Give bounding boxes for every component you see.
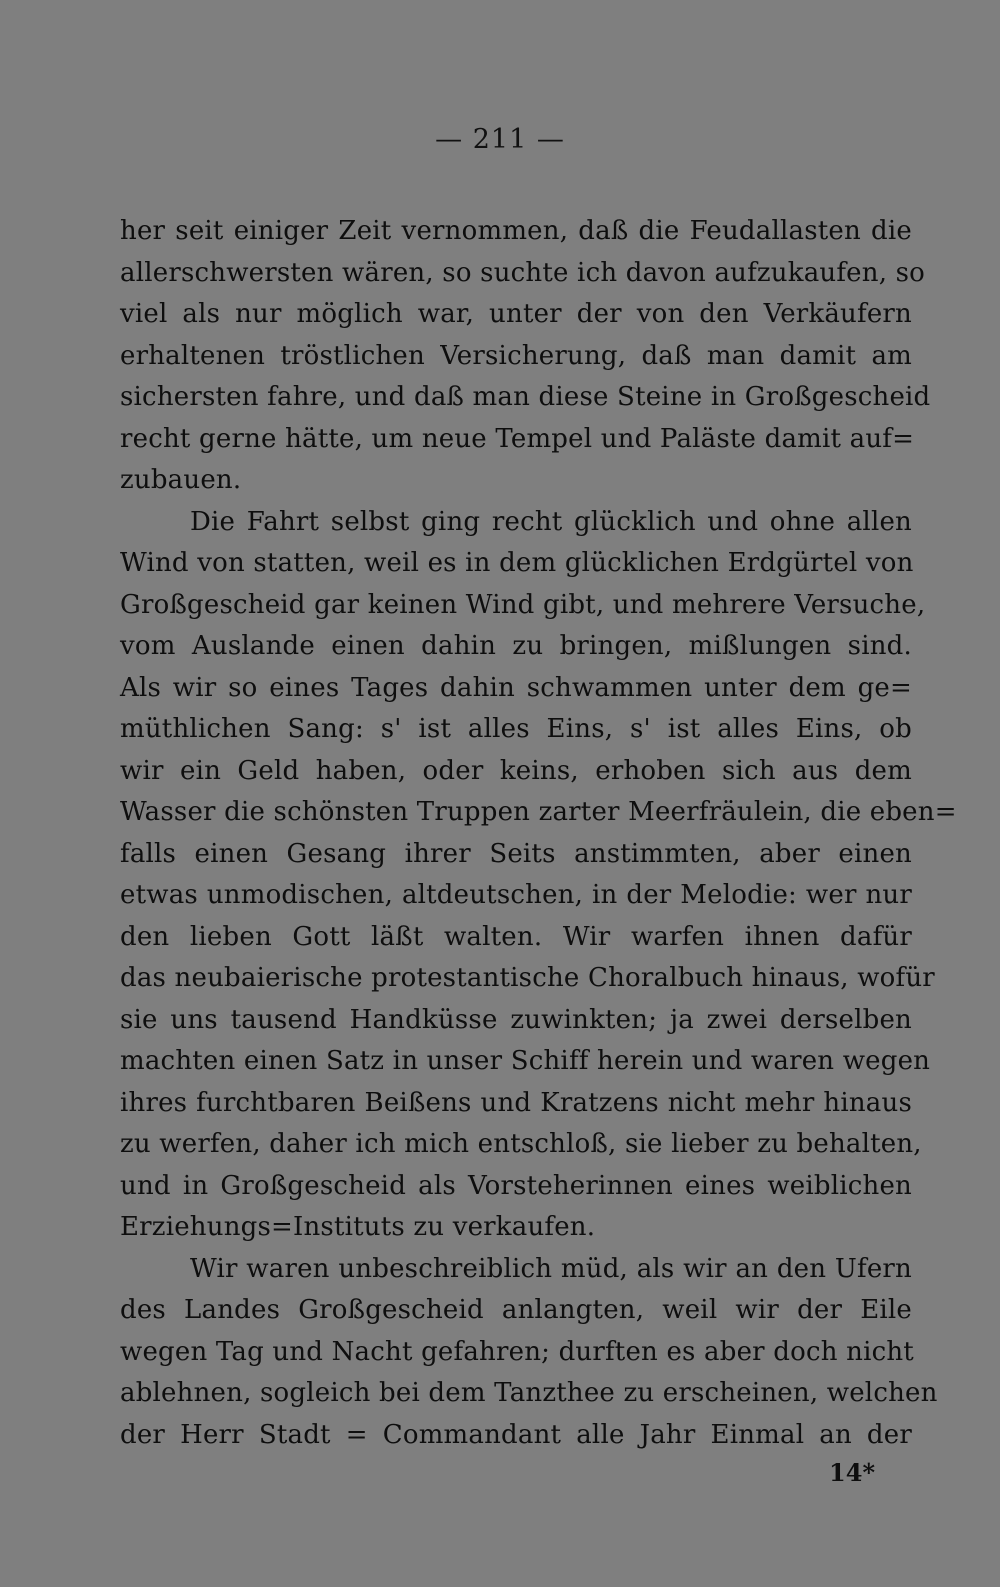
text-line: recht gerne hätte, um neue Tempel und Paläste damit auf= <box>120 423 915 454</box>
text-line: Wir waren unbeschreiblich müd, als wir an den Ufern <box>190 1253 912 1284</box>
text-line: den lieben Gott läßt walten. Wir warfen ihnen dafür <box>120 921 912 952</box>
text-line: Erziehungs=Instituts zu verkaufen. <box>120 1212 596 1242</box>
text-line: erhaltenen tröstlichen Versicherung, daß man damit am <box>120 340 912 371</box>
signature-mark: 14* <box>829 1458 875 1487</box>
body-text <box>120 211 957 1456</box>
text-line: das neubaierische protestantische Choralbuch hinaus, wofür <box>120 963 935 993</box>
text-line: viel als nur möglich war, unter der von den Verkäufern <box>120 299 912 329</box>
text-line: ablehnen, sogleich bei dem Tanzthee zu erscheinen, welchen <box>120 1378 938 1408</box>
text-line: Wasser die schönsten Truppen zarter Meerfräulein, die eben= <box>120 797 957 827</box>
text-line: falls einen Gesang ihrer Seits anstimmten, aber einen <box>120 838 912 869</box>
text-line: und in Großgescheid als Vorsteherinnen eines weiblichen <box>120 1170 912 1201</box>
text-line: wir ein Geld haben, oder keins, erhoben sich aus dem <box>120 755 912 786</box>
text-line: des Landes Großgescheid anlangten, weil wir der Eile <box>120 1295 912 1325</box>
text-line: wegen Tag und Nacht gefahren; durften es aber doch nicht <box>120 1336 914 1367</box>
page-number: — 211 — <box>435 124 565 155</box>
text-line: Als wir so eines Tages dahin schwammen unter dem ge= <box>120 672 912 703</box>
text-line: her seit einiger Zeit vernommen, daß die Feudallasten die <box>120 216 912 246</box>
text-line: der Herr Stadt = Commandant alle Jahr Einmal an der <box>120 1419 912 1450</box>
text-line: zu werfen, daher ich mich entschloß, sie lieber zu behalten, <box>120 1129 922 1159</box>
text-line: ihres furchtbaren Beißens und Kratzens nicht mehr hinaus <box>120 1087 912 1118</box>
text-line: Großgescheid gar keinen Wind gibt, und mehrere Versuche, <box>120 589 926 620</box>
text-line: etwas unmodischen, altdeutschen, in der Melodie: wer nur <box>120 880 912 910</box>
text-line: allerschwersten wären, so suchte ich davon aufzukaufen, so <box>120 257 926 288</box>
text-line: Wind von statten, weil es in dem glücklichen Erdgürtel von <box>120 548 914 578</box>
text-line: Die Fahrt selbst ging recht glücklich und ohne allen <box>190 506 912 537</box>
text-line: zubauen. <box>120 465 242 495</box>
text-line: machten einen Satz in unser Schiff herein und waren wegen <box>120 1046 931 1076</box>
text-line: sichersten fahre, und daß man diese Steine in Großgescheid <box>120 382 931 412</box>
text-line: vom Auslande einen dahin zu bringen, mißlungen sind. <box>120 631 912 661</box>
text-line: sie uns tausend Handküsse zuwinkten; ja zwei derselben <box>120 1004 912 1035</box>
text-line: müthlichen Sang: s' ist alles Eins, s' ist alles Eins, ob <box>120 714 912 744</box>
